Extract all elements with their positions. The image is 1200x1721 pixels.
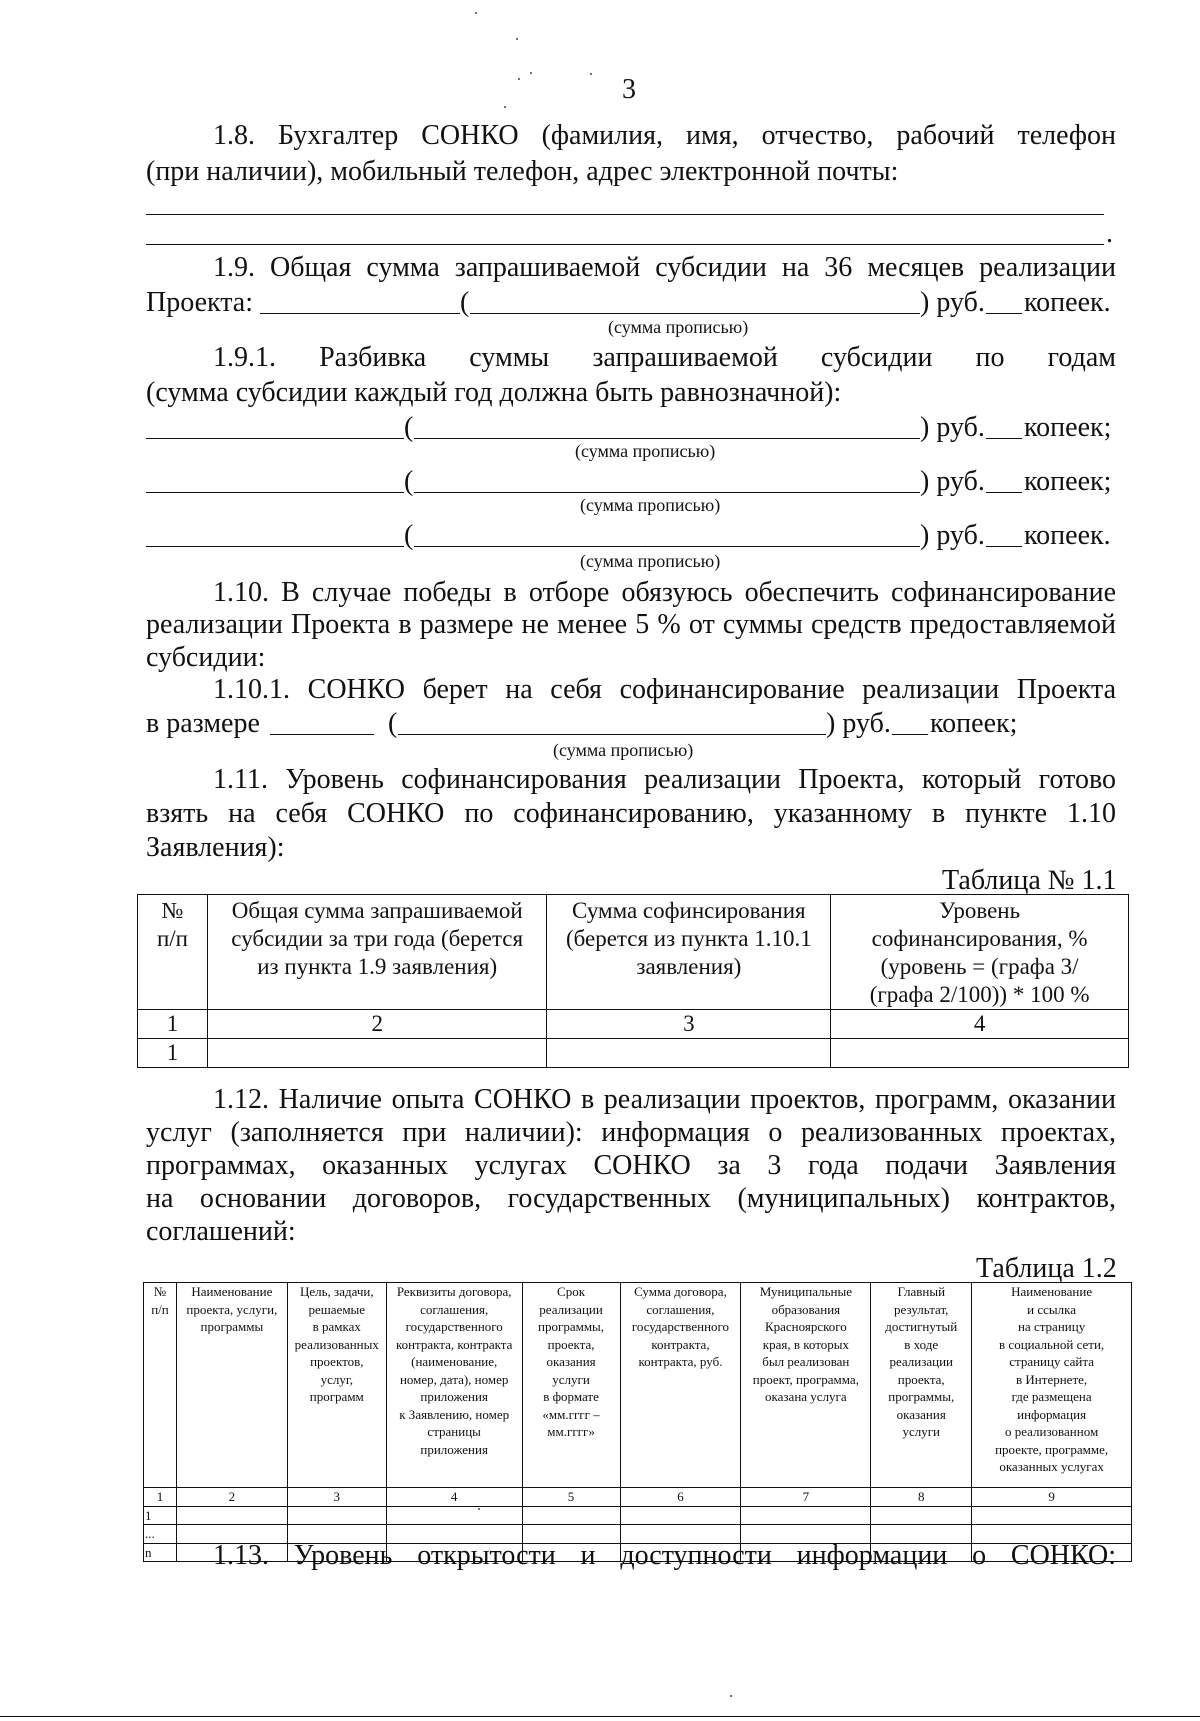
table12-cell[interactable] [620,1506,741,1525]
table11-colnum: 2 [207,1010,547,1039]
s191-row2-caption: (сумма прописью) [580,495,721,515]
s191-row1-rub: ) руб. [920,412,985,443]
page-number: 3 [622,74,636,105]
s112-line2: услуг (заполняется при наличии): информация о реализованных проектах, [146,1117,1116,1148]
table12-cell[interactable] [972,1506,1132,1525]
s18-end-dot: . [1106,218,1113,249]
table11-cell[interactable] [831,1039,1129,1068]
s191-row1-kop-line [986,438,1022,439]
table11-cell[interactable] [207,1039,547,1068]
s19-open-paren: ( [460,287,470,318]
s18-line1: 1.8. Бухгалтер СОНКО (фамилия, имя, отчество, рабочий телефон [213,120,1116,151]
s191-row2-kop-line [986,492,1022,493]
s111-line1: 1.11. Уровень софинансирования реализации Проекта, который готово [213,764,1116,795]
s19-rub: ) руб. [920,287,985,318]
table12-colnum: 5 [522,1488,620,1507]
s1101-line1: 1.10.1. СОНКО берет на себя софинансирование реализации Проекта [213,674,1116,705]
s191-row3-kop-line [986,546,1022,547]
scan-speck [530,72,532,74]
s1101-open: ( [388,708,398,739]
table11-colnum: 1 [138,1010,208,1039]
s112-line1: 1.12. Наличие опыта СОНКО в реализации проектов, программ, оказании [213,1084,1116,1115]
table11-title: Таблица № 1.1 [942,865,1117,896]
scan-bottom-edge [0,1716,1200,1717]
s112-line5: соглашений: [146,1216,296,1247]
s1101-label: в размере [146,708,260,739]
table12-header-num: № п/п [144,1283,177,1488]
table12-cell[interactable] [287,1506,386,1525]
table12-colnum: 6 [620,1488,741,1507]
table12 [143,1282,1132,1562]
table12-cell: ... [144,1525,177,1544]
table12-cell[interactable] [871,1506,972,1525]
s191-row2-kop: копеек; [1024,466,1112,497]
s112-line4: на основании договоров, государственных (муниципальных) контрактов, [146,1183,1116,1214]
s19-label: Проекта: [146,287,254,318]
s110-line3: субсидии: [146,642,266,673]
s191-row3-open: ( [404,520,414,551]
s111-line2: взять на себя СОНКО по софинансированию, указанному в пункте 1.10 [146,798,1116,829]
table12-header-name: Наименование проекта, услуги, программы [176,1283,287,1488]
table12-colnum: 2 [176,1488,287,1507]
s113-line1: 1.13. Уровень открытости и доступности информации о СОНКО: [213,1540,1116,1571]
s19-amount-line [260,313,460,314]
scan-speck [516,38,518,40]
table12-cell: n [144,1543,177,1562]
s191-row3-rub: ) руб. [920,520,985,551]
table11 [137,894,1129,1068]
s191-row2-amount-line [146,492,404,493]
table11-header-num: № п/п [138,895,208,1010]
scan-speck [730,1695,732,1697]
table11-header-cofinance: Сумма софинсирования (берется из пункта 1.10.1 заявления) [547,895,831,1010]
table12-colnum: 1 [144,1488,177,1507]
table12-colnum: 9 [972,1488,1132,1507]
s19-words-line [470,313,920,314]
s191-row2-rub: ) руб. [920,466,985,497]
table12-cell[interactable] [741,1506,871,1525]
s191-row1-caption: (сумма прописью) [575,441,716,461]
scan-speck [504,106,506,108]
table12-colnum: 3 [287,1488,386,1507]
table-row [138,1039,1129,1068]
s191-row3-words-line [414,546,920,547]
scan-speck [590,73,592,75]
s191-row3-caption: (сумма прописью) [580,551,721,571]
table12-header-sum: Сумма договора, соглашения, государственного контракта, контракта, руб. [620,1283,741,1488]
table11-header-level: Уровень софинансирования, % (уровень = (графа 3/ (графа 2/100)) * 100 % [831,895,1129,1010]
s1101-amount-line [270,734,374,735]
table12-header-requisites: Реквизиты договора, соглашения, государственного контракта, контракта (наименование, номер, дата), номер приложения к Заявлению, номер страницы приложения [386,1283,522,1488]
table11-cell[interactable] [547,1039,831,1068]
table12-header-goal: Цель, задачи, решаемые в рамках реализованных проектов, услуг, программ [287,1283,386,1488]
table12-colnum: 4 [386,1488,522,1507]
table12-cell[interactable] [386,1506,522,1525]
s1101-caption: (сумма прописью) [553,740,694,760]
s191-line2: (сумма субсидии каждый год должна быть равнозначной): [146,377,842,408]
s191-row1-words-line [414,438,920,439]
scan-speck [475,12,477,14]
table12-cell: 1 [144,1506,177,1525]
s110-line2: реализации Проекта в размере не менее 5 % от суммы средств предоставляемой [146,609,1116,640]
s18-fill-line-2 [146,244,1104,245]
table12-header-period: Срок реализации программы, проекта, оказания услуги в формате «мм.гггг – мм.гггг» [522,1283,620,1488]
s1101-kop-line [892,734,928,735]
table12-header-result: Главный результат, достигнутый в ходе реализации проекта, программы, оказания услуги [871,1283,972,1488]
s1101-kop: копеек; [930,708,1018,739]
table12-colnum: 7 [741,1488,871,1507]
table11-colnum: 4 [831,1010,1129,1039]
s112-line3: программах, оказанных услугах СОНКО за 3 года подачи Заявления [146,1150,1116,1181]
s19-line1: 1.9. Общая сумма запрашиваемой субсидии на 36 месяцев реализации [213,252,1116,283]
table-row [144,1506,1132,1525]
table12-title: Таблица 1.2 [976,1253,1117,1284]
s191-row1-kop: копеек; [1024,412,1112,443]
s191-row1-amount-line [146,438,404,439]
s191-row3-amount-line [146,546,404,547]
s191-row1-open: ( [404,412,414,443]
s110-line1: 1.10. В случае победы в отборе обязуюсь обеспечить софинансирование [213,577,1116,608]
table11-cell: 1 [138,1039,208,1068]
table12-header-municipalities: Муниципальные образования Красноярского края, в которых был реализован проект, программа, оказана услуга [741,1283,871,1488]
s191-row3-kop: копеек. [1024,520,1111,551]
s18-line2: (при наличии), мобильный телефон, адрес электронной почты: [146,156,899,187]
s19-kop: копеек. [1024,287,1111,318]
scan-speck [518,78,520,80]
s1101-rub: ) руб. [826,708,891,739]
s19-kop-line [986,313,1022,314]
s191-row2-words-line [414,492,920,493]
table11-colnum: 3 [547,1010,831,1039]
s1101-words-line [398,734,826,735]
table12-cell[interactable] [522,1506,620,1525]
table12-cell[interactable] [176,1506,287,1525]
s191-line1: 1.9.1. Разбивка суммы запрашиваемой субсидии по годам [213,342,1116,373]
table12-header-link: Наименование и ссылка на страницу в социальной сети, страницу сайта в Интернете, где размещена информация о реализованном проекте, программе, оказанных услугах [972,1283,1132,1488]
s18-fill-line-1 [146,214,1104,215]
table12-colnum: 8 [871,1488,972,1507]
s191-row2-open: ( [404,466,414,497]
s111-line3: Заявления): [146,832,285,863]
table11-header-total: Общая сумма запрашиваемой субсидии за три года (берется из пункта 1.9 заявления) [207,895,547,1010]
s19-caption: (сумма прописью) [608,317,749,337]
